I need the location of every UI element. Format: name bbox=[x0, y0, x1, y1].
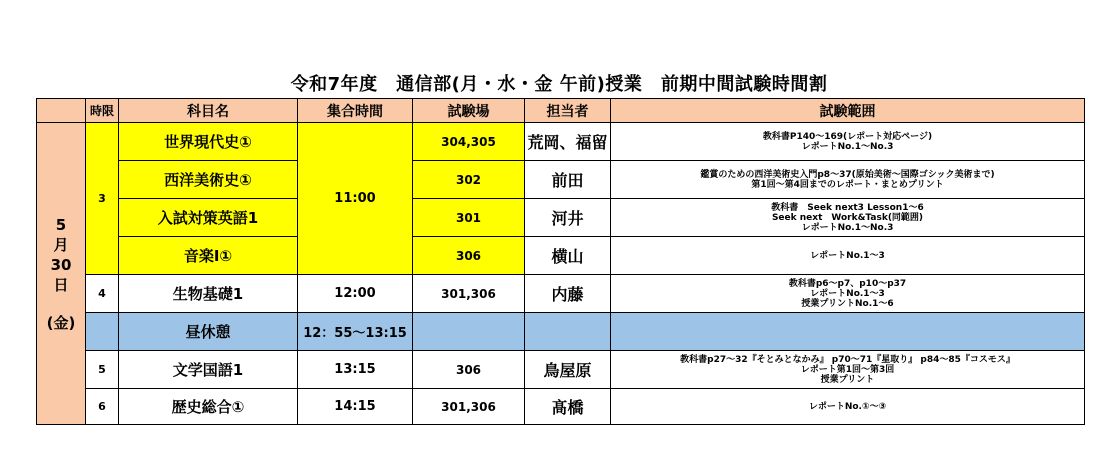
header-room: 試験場 bbox=[413, 99, 525, 123]
room-cell: 306 bbox=[413, 237, 525, 275]
header-time: 集合時間 bbox=[298, 99, 413, 123]
teacher-cell: 内藤 bbox=[525, 275, 611, 313]
page-title: 令和7年度 通信部(月・水・金 午前)授業 前期中間試験時間割 bbox=[290, 74, 828, 95]
subject-cell: 生物基礎1 bbox=[119, 275, 298, 313]
period-cell bbox=[86, 313, 119, 351]
range-line: レポートNo.1～No.3 bbox=[801, 222, 894, 233]
range-line: Seek next Work&Task(同範囲) bbox=[771, 212, 924, 223]
range-line: 教科書 Seek next3 Lesson1～6 bbox=[771, 202, 924, 213]
range-line: レポートNo.1～3 bbox=[810, 250, 885, 261]
teacher-cell: 髙橋 bbox=[525, 389, 611, 425]
room-cell: 306 bbox=[413, 351, 525, 389]
teacher-cell: 前田 bbox=[525, 161, 611, 199]
range-cell bbox=[611, 351, 1085, 389]
range-line: レポートNo.1～No.3 bbox=[801, 141, 894, 152]
subject-cell: 入試対策英語1 bbox=[119, 199, 298, 237]
date-cell bbox=[37, 123, 86, 425]
header-row bbox=[37, 99, 1085, 123]
range-cell bbox=[611, 389, 1085, 425]
teacher-cell: 荒岡、福留 bbox=[525, 123, 611, 161]
period-cell: 4 bbox=[86, 275, 119, 313]
range-cell bbox=[611, 237, 1085, 275]
header-range: 試験範囲 bbox=[611, 99, 1085, 123]
table-row bbox=[37, 123, 1085, 161]
range-line: 教科書p27～32『そとみとなかみ』 p70～71『星取り』 p84～85『コスモス』 bbox=[680, 354, 1015, 365]
teacher-cell: 鳥屋原 bbox=[525, 351, 611, 389]
teacher-cell: 横山 bbox=[525, 237, 611, 275]
range-cell bbox=[611, 161, 1085, 199]
teacher-cell bbox=[525, 313, 611, 351]
subject-cell: 音楽Ⅰ① bbox=[119, 237, 298, 275]
table-row bbox=[37, 275, 1085, 313]
date-month-num: 5 bbox=[55, 215, 67, 234]
range-line: 教科書P140～169(レポート対応ページ) bbox=[762, 131, 933, 142]
period-cell: 5 bbox=[86, 351, 119, 389]
date-day-char: 日 bbox=[53, 275, 69, 294]
exam-schedule-table bbox=[36, 98, 1085, 425]
range-cell bbox=[611, 199, 1085, 237]
subject-cell: 歴史総合① bbox=[119, 389, 298, 425]
time-cell: 13:15 bbox=[298, 351, 413, 389]
corner-cell bbox=[37, 99, 86, 123]
header-subject: 科目名 bbox=[119, 99, 298, 123]
period-cell: 6 bbox=[86, 389, 119, 425]
room-cell: 301 bbox=[413, 199, 525, 237]
range-line: レポートNo.1～3 bbox=[810, 288, 885, 299]
time-cell: 14:15 bbox=[298, 389, 413, 425]
room-cell: 301,306 bbox=[413, 275, 525, 313]
table-row bbox=[37, 351, 1085, 389]
time-cell: 11:00 bbox=[298, 123, 413, 275]
table-row bbox=[37, 161, 1085, 199]
time-cell: 12:00 bbox=[298, 275, 413, 313]
range-line: レポートNo.①～③ bbox=[808, 401, 887, 412]
table-row bbox=[37, 389, 1085, 425]
subject-cell: 世界現代史① bbox=[119, 123, 298, 161]
subject-cell: 西洋美術史① bbox=[119, 161, 298, 199]
header-teacher: 担当者 bbox=[525, 99, 611, 123]
subject-cell: 昼休憩 bbox=[119, 313, 298, 351]
room-cell bbox=[413, 313, 525, 351]
teacher-cell: 河井 bbox=[525, 199, 611, 237]
range-line: 授業プリントNo.1～6 bbox=[801, 298, 894, 309]
room-cell: 304,305 bbox=[413, 123, 525, 161]
range-line: 鑑賞のための西洋美術史入門p8～37(原始美術～国際ゴシック美術まで) bbox=[700, 169, 995, 180]
range-line: 教科書p6～p7、p10～p37 bbox=[788, 278, 907, 289]
time-cell: 12：55～13:15 bbox=[298, 313, 413, 351]
range-cell bbox=[611, 123, 1085, 161]
range-line: 授業プリント bbox=[820, 374, 875, 385]
range-line: 第1回～第4回までのレポート・まとめプリント bbox=[751, 179, 944, 190]
period-cell: 3 bbox=[86, 123, 119, 275]
table-row bbox=[37, 237, 1085, 275]
date-weekday: (金) bbox=[46, 313, 76, 332]
header-period: 時限 bbox=[86, 99, 119, 123]
range-cell bbox=[611, 313, 1085, 351]
date-day-num: 30 bbox=[50, 255, 72, 274]
date-month-char: 月 bbox=[53, 235, 69, 254]
lunch-break-row bbox=[37, 313, 1085, 351]
range-line: レポート第1回～第3回 bbox=[800, 364, 895, 375]
room-cell: 302 bbox=[413, 161, 525, 199]
room-cell: 301,306 bbox=[413, 389, 525, 425]
range-cell bbox=[611, 275, 1085, 313]
subject-cell: 文学国語1 bbox=[119, 351, 298, 389]
table-row bbox=[37, 199, 1085, 237]
